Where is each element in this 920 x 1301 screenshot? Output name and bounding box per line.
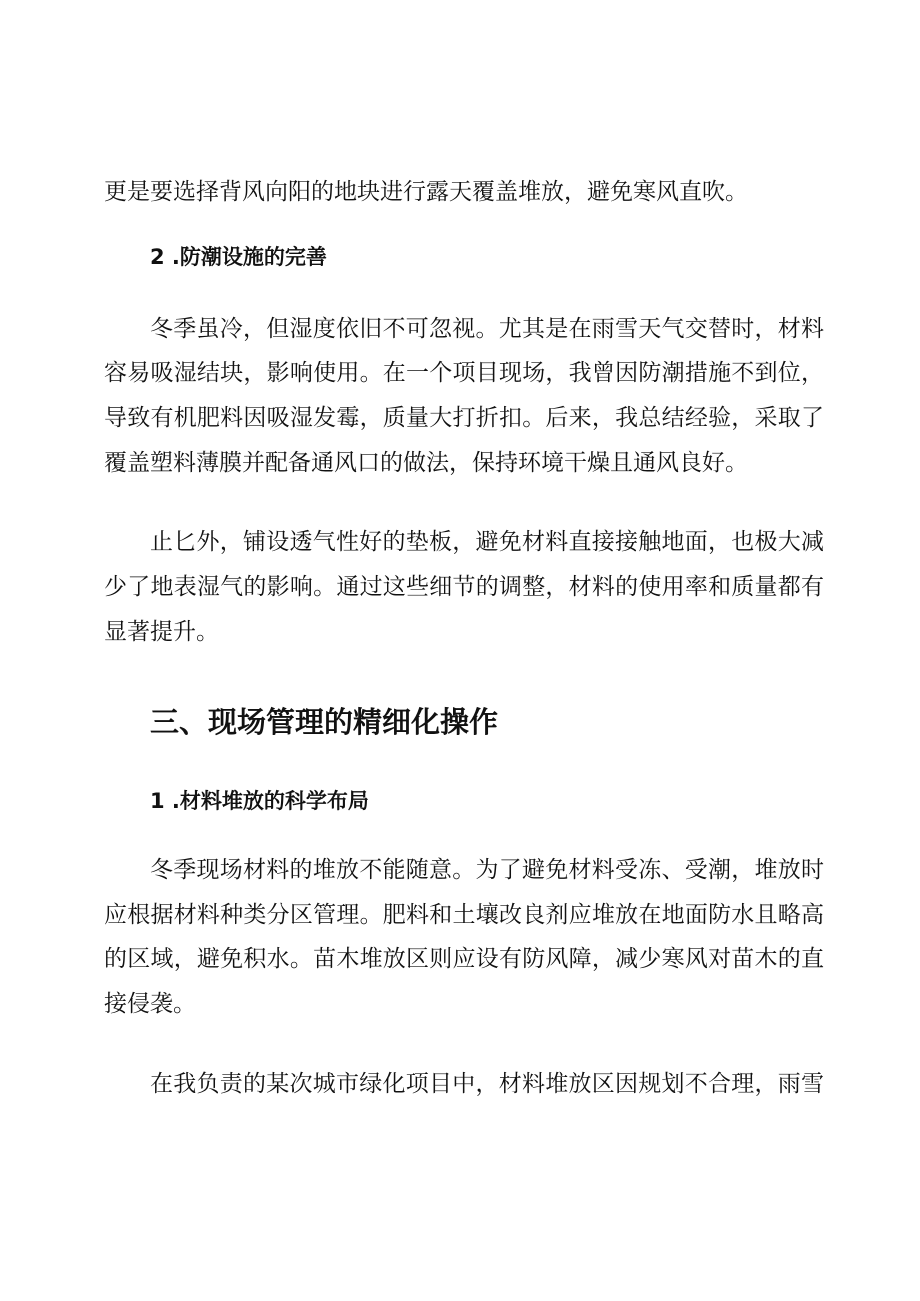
subsection-heading-1: 1 .材料堆放的科学布局 [150, 789, 369, 813]
paragraph-line: 覆盖塑料薄膜并配备通风口的做法，保持环境干燥且通风良好。 [104, 450, 748, 476]
section-heading-3: 三、现场管理的精细化操作 [150, 705, 499, 739]
paragraph-line: 止匕外，铺设透气性好的垫板，避免材料直接接触地面，也极大减 [150, 529, 824, 555]
paragraph-line: 应根据材料种类分区管理。肥料和土壤改良剂应堆放在地面防水且略高 [104, 902, 824, 928]
intro-line: 更是要选择背风向阳的地块进行露天覆盖堆放，避免寒风直吹。 [104, 179, 748, 205]
paragraph-line: 冬季虽冷，但湿度依旧不可忽视。尤其是在雨雪天气交替时，材料 [150, 316, 824, 342]
subsection-heading-2: 2 .防潮设施的完善 [150, 245, 327, 269]
paragraph-line: 容易吸湿结块，影响使用。在一个项目现场，我曾因防潮措施不到位， [104, 360, 824, 386]
paragraph-line: 的区域，避免积水。苗木堆放区则应设有防风障，减少寒风对苗木的直 [104, 946, 824, 972]
paragraph-line: 导致有机肥料因吸湿发霉，质量大打折扣。后来，我总结经验，采取了 [104, 405, 824, 431]
paragraph-line: 冬季现场材料的堆放不能随意。为了避免材料受冻、受潮，堆放时 [150, 857, 824, 883]
paragraph-line: 少了地表湿气的影响。通过这些细节的调整，材料的使用率和质量都有 [104, 574, 824, 600]
paragraph-line: 显著提升。 [104, 619, 219, 645]
paragraph-line: 接侵袭。 [104, 991, 196, 1017]
paragraph-line: 在我负责的某次城市绿化项目中，材料堆放区因规划不合理，雨雪 [150, 1071, 824, 1097]
